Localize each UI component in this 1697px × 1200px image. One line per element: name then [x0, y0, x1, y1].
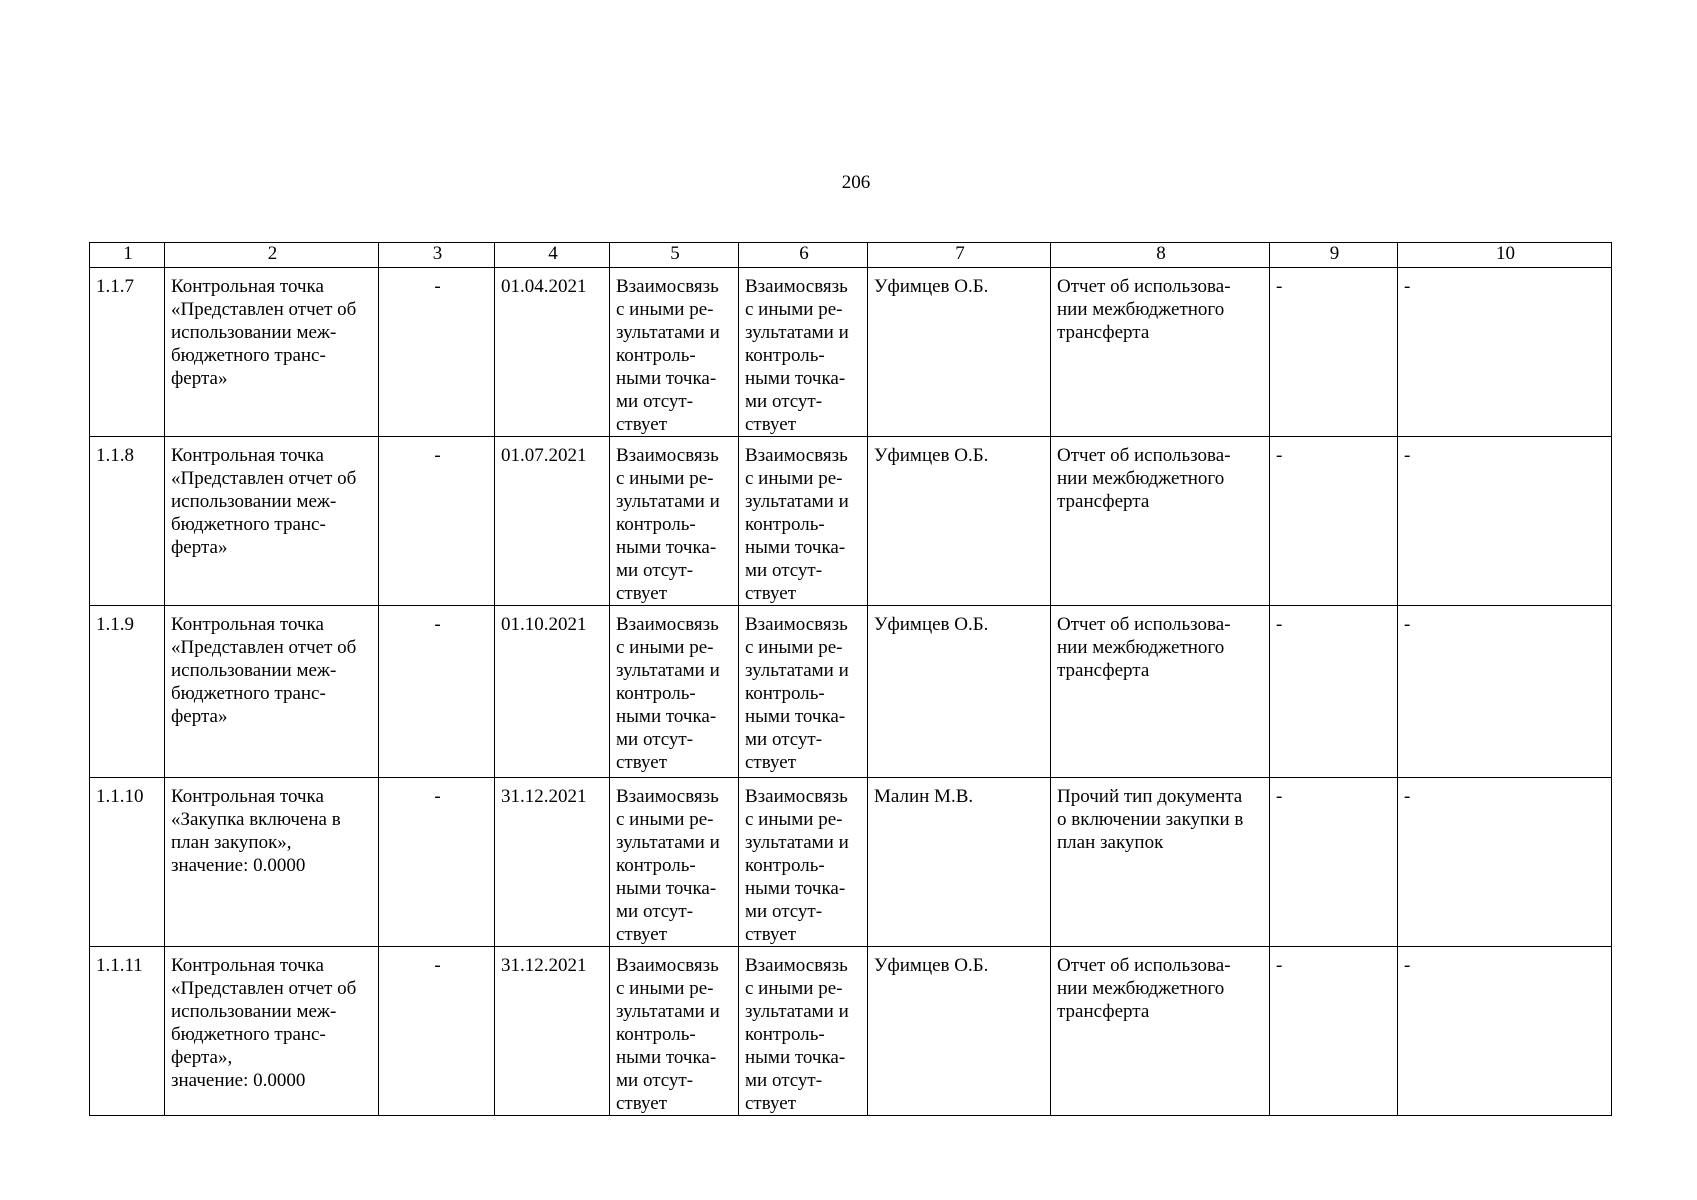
- row-date: 31.12.2021: [495, 778, 610, 947]
- header-cell-3: 3: [379, 243, 495, 268]
- row-name: Контрольная точка «Представлен отчет об использовании меж- бюджетного транс- ферта»: [165, 268, 379, 437]
- table-row: [90, 437, 1612, 606]
- row-link5: Взаимосвязь с иными ре- зультатами и контроль- ными точка- ми отсут- ствует: [610, 268, 739, 437]
- row-link6: Взаимосвязь с иными ре- зультатами и контроль- ными точка- ми отсут- ствует: [739, 437, 868, 606]
- row-col10: -: [1398, 778, 1612, 947]
- row-date: 01.04.2021: [495, 268, 610, 437]
- row-date: 01.07.2021: [495, 437, 610, 606]
- header-cell-2: 2: [165, 243, 379, 268]
- table-row: [90, 606, 1612, 778]
- row-id: 1.1.9: [90, 606, 165, 778]
- row-name: Контрольная точка «Представлен отчет об использовании меж- бюджетного транс- ферта», значение: 0.0000: [165, 947, 379, 1116]
- row-document: Отчет об использова- нии межбюджетного трансферта: [1051, 606, 1270, 778]
- row-responsible: Уфимцев О.Б.: [868, 268, 1051, 437]
- row-document: Отчет об использова- нии межбюджетного трансферта: [1051, 437, 1270, 606]
- row-col10: -: [1398, 437, 1612, 606]
- row-link6: Взаимосвязь с иными ре- зультатами и контроль- ными точка- ми отсут- ствует: [739, 947, 868, 1116]
- row-id: 1.1.7: [90, 268, 165, 437]
- row-responsible: Уфимцев О.Б.: [868, 947, 1051, 1116]
- row-date: 31.12.2021: [495, 947, 610, 1116]
- row-col9: -: [1270, 437, 1398, 606]
- row-col9: -: [1270, 268, 1398, 437]
- row-col3: -: [379, 437, 495, 606]
- row-link6: Взаимосвязь с иными ре- зультатами и контроль- ными точка- ми отсут- ствует: [739, 778, 868, 947]
- header-cell-1: 1: [90, 243, 165, 268]
- row-col10: -: [1398, 947, 1612, 1116]
- row-link6: Взаимосвязь с иными ре- зультатами и контроль- ными точка- ми отсут- ствует: [739, 268, 868, 437]
- table-row: [90, 778, 1612, 947]
- header-cell-5: 5: [610, 243, 739, 268]
- row-col9: -: [1270, 778, 1398, 947]
- page-number: 206: [841, 172, 871, 193]
- header-cell-7: 7: [868, 243, 1051, 268]
- row-col10: -: [1398, 606, 1612, 778]
- row-date: 01.10.2021: [495, 606, 610, 778]
- row-col3: -: [379, 947, 495, 1116]
- row-col3: -: [379, 268, 495, 437]
- row-name: Контрольная точка «Представлен отчет об использовании меж- бюджетного транс- ферта»: [165, 606, 379, 778]
- row-responsible: Уфимцев О.Б.: [868, 437, 1051, 606]
- header-cell-9: 9: [1270, 243, 1398, 268]
- row-responsible: Уфимцев О.Б.: [868, 606, 1051, 778]
- row-link5: Взаимосвязь с иными ре- зультатами и контроль- ными точка- ми отсут- ствует: [610, 947, 739, 1116]
- header-cell-10: 10: [1398, 243, 1612, 268]
- row-name: Контрольная точка «Закупка включена в план закупок», значение: 0.0000: [165, 778, 379, 947]
- row-responsible: Малин М.В.: [868, 778, 1051, 947]
- header-cell-4: 4: [495, 243, 610, 268]
- header-cell-6: 6: [739, 243, 868, 268]
- row-id: 1.1.8: [90, 437, 165, 606]
- row-col9: -: [1270, 947, 1398, 1116]
- row-link5: Взаимосвязь с иными ре- зультатами и контроль- ными точка- ми отсут- ствует: [610, 437, 739, 606]
- row-document: Отчет об использова- нии межбюджетного трансферта: [1051, 947, 1270, 1116]
- row-id: 1.1.10: [90, 778, 165, 947]
- row-link6: Взаимосвязь с иными ре- зультатами и контроль- ными точка- ми отсут- ствует: [739, 606, 868, 778]
- row-id: 1.1.11: [90, 947, 165, 1116]
- row-col9: -: [1270, 606, 1398, 778]
- row-col10: -: [1398, 268, 1612, 437]
- row-link5: Взаимосвязь с иными ре- зультатами и контроль- ными точка- ми отсут- ствует: [610, 778, 739, 947]
- row-document: Прочий тип документа о включении закупки в план закупок: [1051, 778, 1270, 947]
- header-cell-8: 8: [1051, 243, 1270, 268]
- row-name: Контрольная точка «Представлен отчет об использовании меж- бюджетного транс- ферта»: [165, 437, 379, 606]
- row-document: Отчет об использова- нии межбюджетного трансферта: [1051, 268, 1270, 437]
- table-row: [90, 268, 1612, 437]
- row-col3: -: [379, 606, 495, 778]
- row-link5: Взаимосвязь с иными ре- зультатами и контроль- ными точка- ми отсут- ствует: [610, 606, 739, 778]
- header-row: [90, 243, 1612, 268]
- control-points-table: [89, 242, 1612, 1116]
- table-row: [90, 947, 1612, 1116]
- row-col3: -: [379, 778, 495, 947]
